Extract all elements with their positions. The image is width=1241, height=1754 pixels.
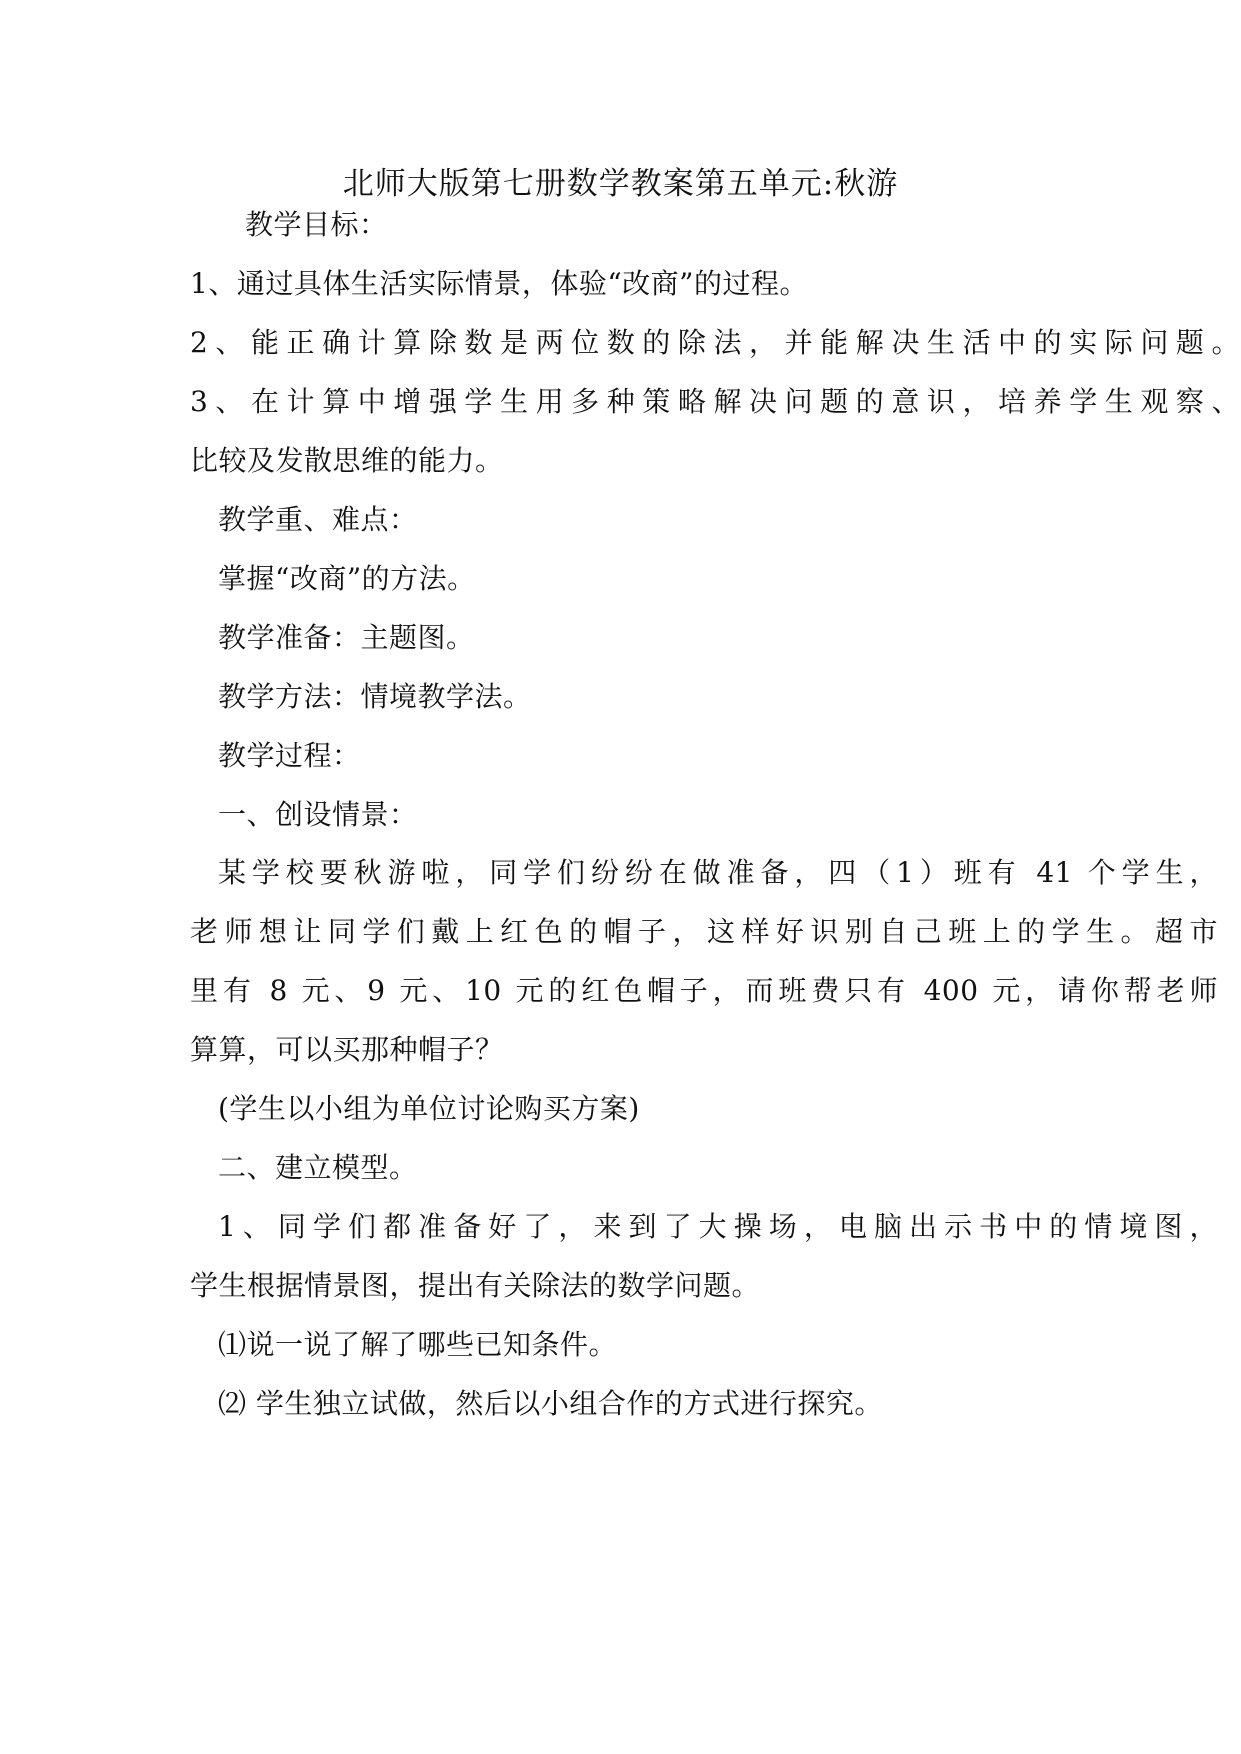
paragraph-line: 一、创设情景：: [218, 798, 418, 831]
paragraph-line: 教学目标：: [245, 208, 388, 241]
paragraph-line: 掌握“改商”的方法。: [218, 562, 476, 595]
paragraph-line: 里有 8 元、9 元、10 元的红色帽子，而班费只有 400 元，请你帮老师: [190, 974, 1218, 1007]
paragraph-line: 1、同学们都准备好了，来到了大操场，电脑出示书中的情境图，: [218, 1210, 1218, 1243]
paragraph-line: 教学重、难点：: [218, 503, 418, 536]
paragraph-line: 比较及发散思维的能力。: [190, 444, 504, 477]
paragraph-line: 1、通过具体生活实际情景，体验“改商”的过程。: [190, 267, 808, 300]
paragraph-line: 教学方法：情境教学法。: [218, 680, 532, 713]
paragraph-line: 算算，可以买那种帽子？: [190, 1033, 504, 1066]
paragraph-line: ⑵ 学生独立试做，然后以小组合作的方式进行探究。: [218, 1387, 883, 1420]
paragraph-line: 二、建立模型。: [218, 1151, 418, 1184]
paragraph-line: 教学准备：主题图。: [218, 621, 475, 654]
document-title: 北师大版第七册数学教案第五单元:秋游: [342, 166, 899, 202]
paragraph-line: 某学校要秋游啦，同学们纷纷在做准备，四（1）班有 41 个学生，: [218, 856, 1218, 889]
paragraph-line: 老师想让同学们戴上红色的帽子，这样好识别自己班上的学生。超市: [190, 915, 1218, 948]
paragraph-line: 3、在计算中增强学生用多种策略解决问题的意识，培养学生观察、: [190, 385, 1240, 418]
paragraph-line: 教学过程：: [218, 739, 361, 772]
paragraph-line: 学生根据情景图，提出有关除法的数学问题。: [190, 1269, 761, 1302]
paragraph-line: ⑴说一说了解了哪些已知条件。: [218, 1328, 618, 1361]
paragraph-line: 2、能正确计算除数是两位数的除法，并能解决生活中的实际问题。: [190, 326, 1240, 359]
paragraph-line: (学生以小组为单位讨论购买方案): [218, 1092, 640, 1125]
